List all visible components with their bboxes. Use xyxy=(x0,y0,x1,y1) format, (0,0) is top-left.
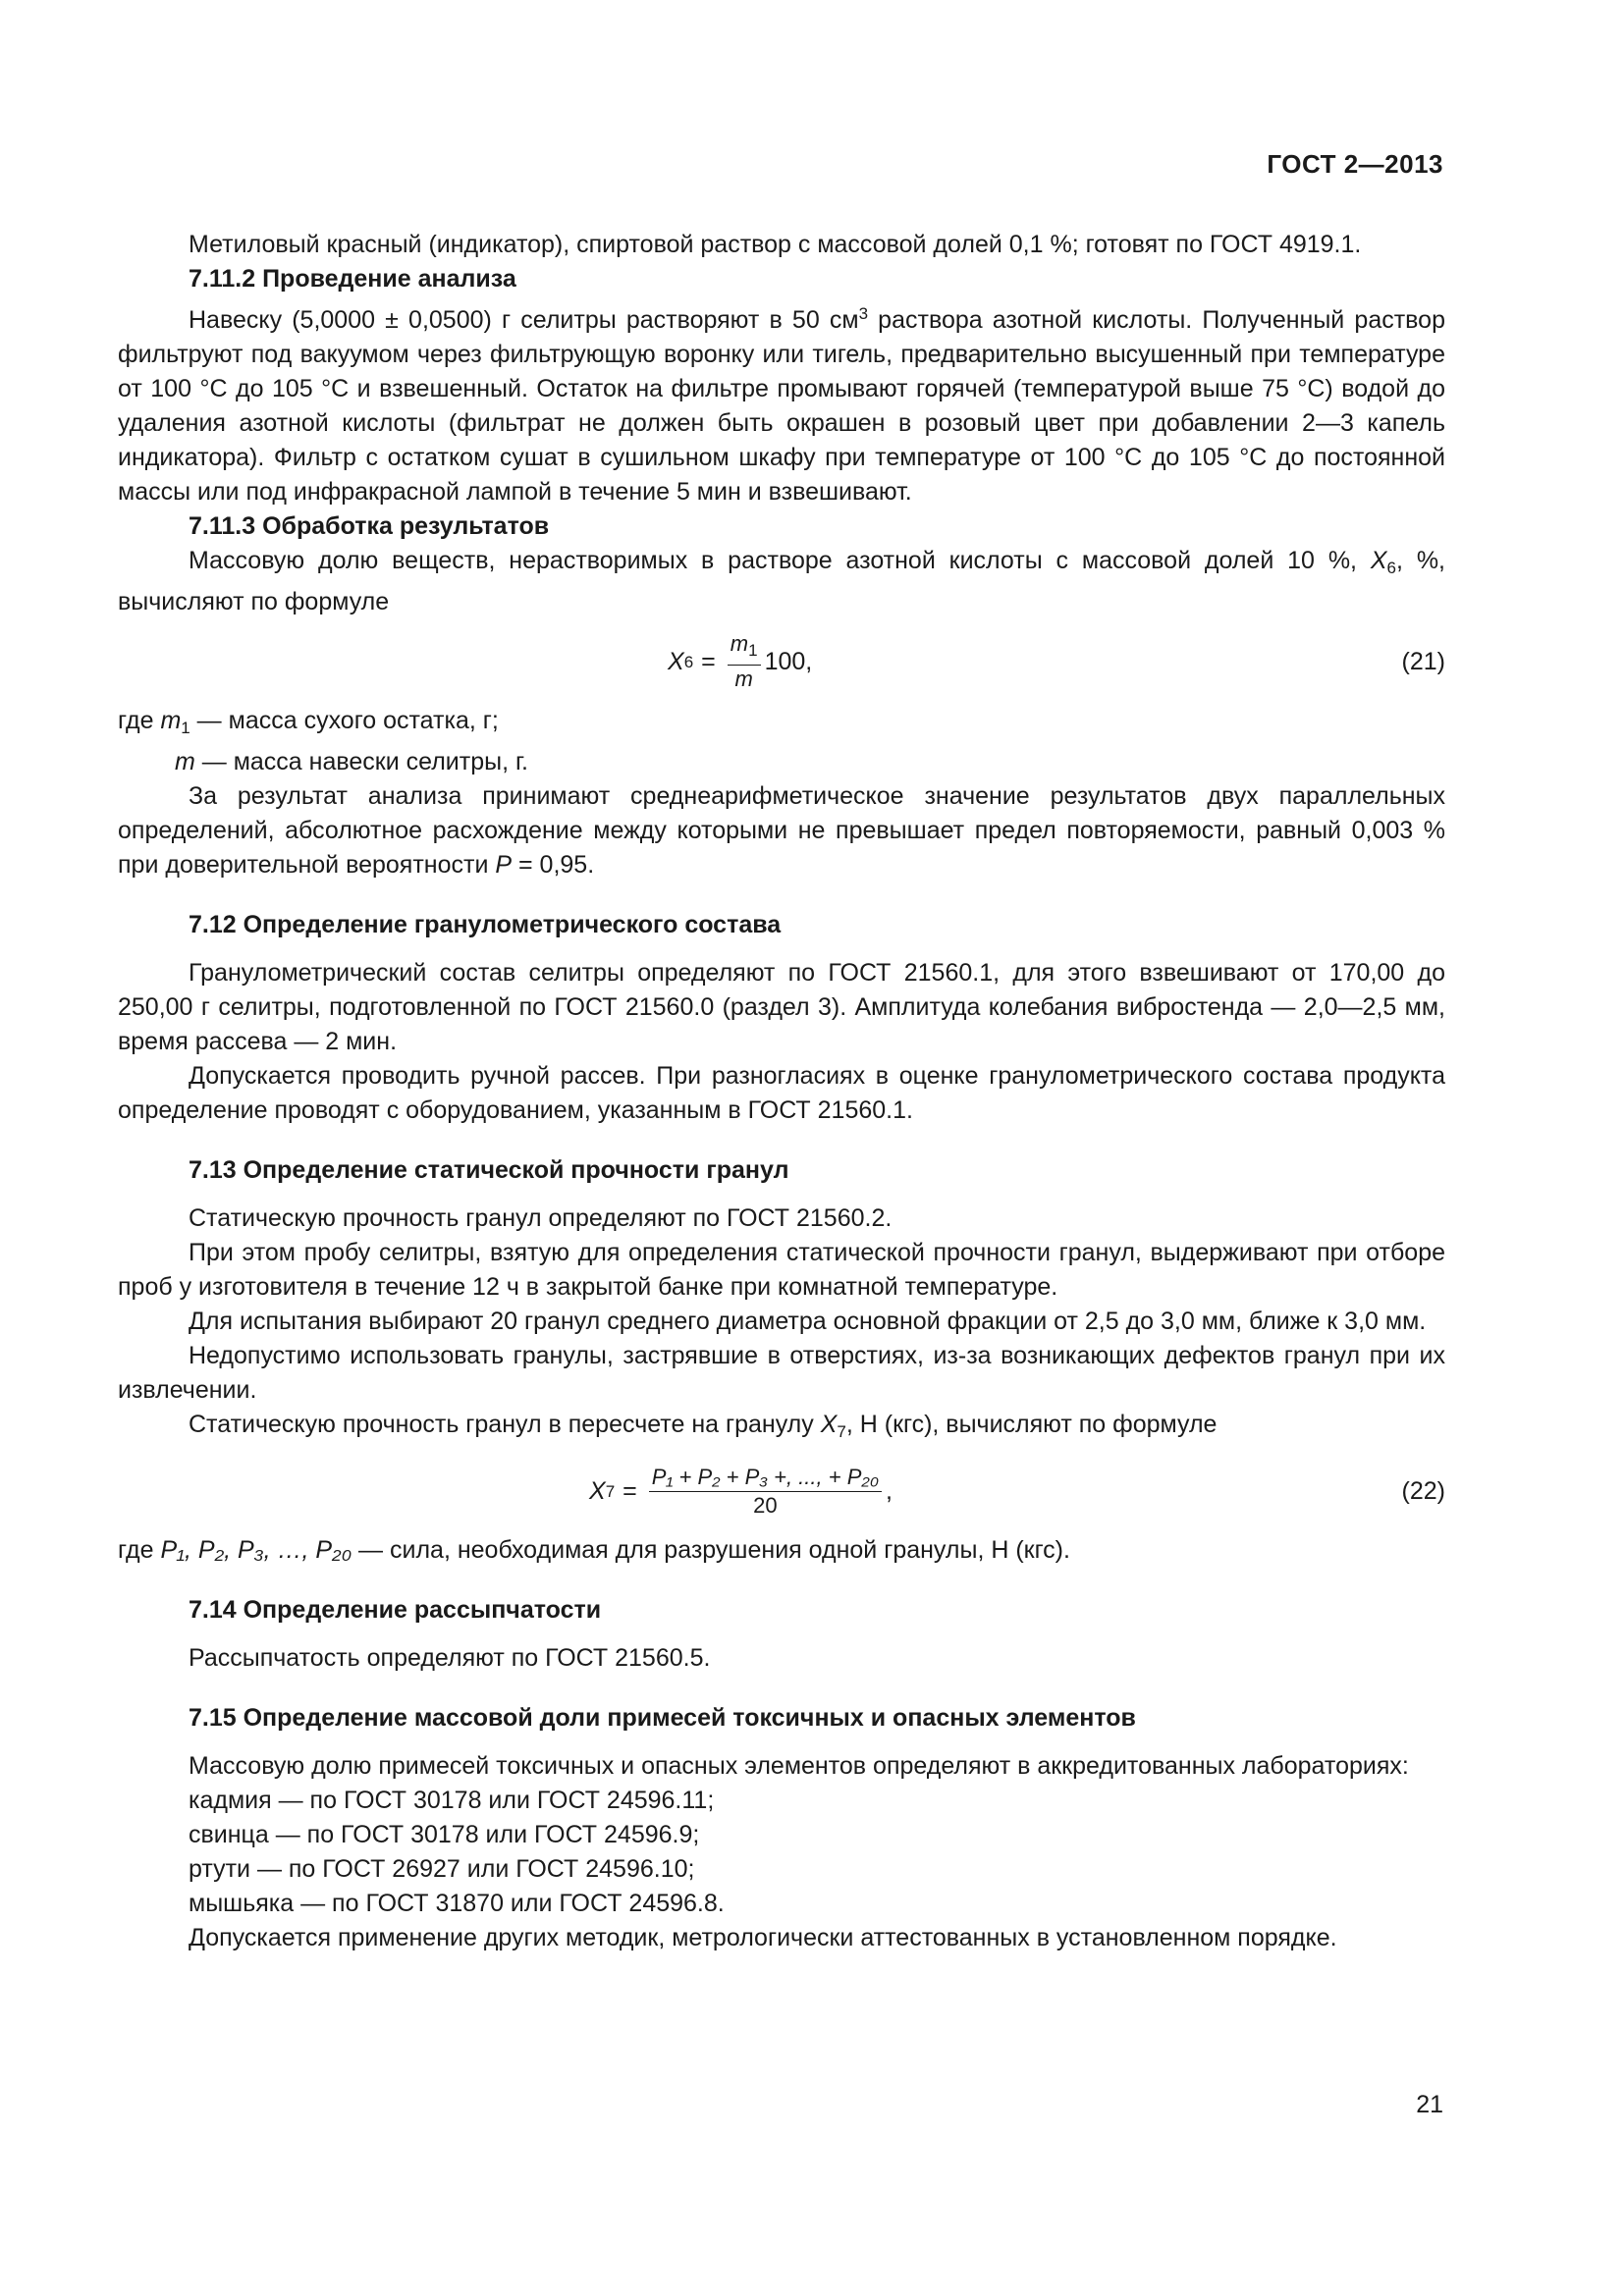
list-item: кадмия — по ГОСТ 30178 или ГОСТ 24596.11; xyxy=(189,1787,715,1814)
paragraph: Допускается применение других методик, метрологически аттестованных в установленном порядке. xyxy=(189,1924,1337,1951)
section-heading-7-13: 7.13 Определение статической прочности гранул xyxy=(189,1156,789,1184)
list-item: мышьяка — по ГОСТ 31870 или ГОСТ 24596.8. xyxy=(189,1890,725,1917)
paragraph: Допускается проводить ручной рассев. При разногласиях в оценке гранулометрического состава продукта определение проводят с оборудованием, указанным в ГОСТ 21560.1. xyxy=(118,1062,1445,1124)
list-item: свинца — по ГОСТ 30178 или ГОСТ 24596.9; xyxy=(189,1821,700,1848)
section-heading-7-14: 7.14 Определение рассыпчатости xyxy=(189,1596,602,1624)
list-item: ртути — по ГОСТ 26927 или ГОСТ 24596.10; xyxy=(189,1855,695,1883)
fraction: $\frac{m_1}{m}$ xyxy=(728,630,761,693)
paragraph: Метиловый красный (индикатор), спиртовой раствор с массовой долей 0,1 %; готовят по ГОСТ 4919.1. xyxy=(189,231,1362,258)
formula-expression: X 7 = $\frac{\text{P₁ + P₂ + P₃ +, ..., + P₂₀}}{20}$ , xyxy=(589,1464,893,1518)
formula-expression: X 6 = $\frac{m_1}{m}$ 100, xyxy=(668,631,813,691)
formula-21 xyxy=(118,625,1445,698)
paragraph: Статическую прочность гранул в пересчете на гранулу $X_7$, Н (кгс), вычисляют по формуле xyxy=(189,1411,1218,1441)
paragraph: При этом пробу селитры, взятую для определения статической прочности гранул, выдерживают при отборе проб у изготовителя в течение 12 ч в закрытой банке при комнатной температуре. xyxy=(118,1239,1445,1301)
fraction: $\frac{\text{P₁ + P₂ + P₃ +, ..., + P₂₀}}{20}$ xyxy=(649,1464,882,1520)
page-number: 21 xyxy=(1416,2091,1443,2118)
paragraph: Рассыпчатость определяют по ГОСТ 21560.5. xyxy=(189,1644,711,1672)
section-heading-7-12: 7.12 Определение гранулометрического состава xyxy=(189,911,782,938)
paragraph: Гранулометрический состав селитры определяют по ГОСТ 21560.1, для этого взвешивают от 170,00 до 250,00 г селитры, подготовленной по ГОСТ 21560.0 (раздел 3). Амплитуда колебания вибростенда — 2,0—2,5 мм, время рассева — 2 мин. xyxy=(118,959,1445,1055)
formula-22 xyxy=(118,1455,1445,1527)
paragraph: За результат анализа принимают среднеарифметическое значение результатов двух параллельных определений, абсолютное расхождение между которыми не превышает предел повторяемости, равный 0,003 % при доверительной вероятности P = 0,95. xyxy=(118,782,1445,879)
section-heading-7-15: 7.15 Определение массовой доли примесей токсичных и опасных элементов xyxy=(189,1704,1136,1732)
paragraph: Массовую долю веществ, нерастворимых в растворе азотной кислоты с массовой долей 10 %, $X_6$, %, вычисляют по формуле xyxy=(118,547,1445,615)
paragraph: Для испытания выбирают 20 гранул среднего диаметра основной фракции от 2,5 до 3,0 мм, ближе к 3,0 мм. xyxy=(189,1308,1427,1335)
section-heading-7-11-2: 7.11.2 Проведение анализа xyxy=(189,265,516,293)
document-header: ГОСТ 2—2013 xyxy=(1267,149,1443,179)
paragraph: Массовую долю примесей токсичных и опасных элементов определяют в аккредитованных лабораториях: xyxy=(189,1752,1409,1780)
where-line: где $m_1$ — масса сухого остатка, г; xyxy=(118,707,499,737)
document-body xyxy=(118,228,1445,1955)
where-line: где P₁, P₂, P₃, …, P₂₀ — сила, необходимая для разрушения одной гранулы, Н (кгс). xyxy=(118,1536,1070,1564)
where-line: m — масса навески селитры, г. xyxy=(175,748,528,775)
section-heading-7-11-3: 7.11.3 Обработка результатов xyxy=(189,512,550,540)
formula-number: (22) xyxy=(1401,1476,1445,1505)
paragraph: Статическую прочность гранул определяют по ГОСТ 21560.2. xyxy=(189,1204,893,1232)
paragraph: Навеску (5,0000 ± 0,0500) г селитры растворяют в 50 $см^3$ раствора азотной кислоты. Полученный раствор фильтруют под вакуумом через фильтрующую воронку или тигель, предварительно высушенный при температуре от 100 °С до 105 °С и взвешенный. Остаток на фильтре промывают горячей (температурой выше 75 °С) водой до удаления азотной кислоты (фильтрат не должен быть окрашен в розовый цвет при добавлении 2—3 капель индикатора). Фильтр с остатком сушат в сушильном шкафу при температуре от 100 °С до 105 °С до постоянной массы или под инфракрасной лампой в течение 5 мин и взвешивают. xyxy=(118,304,1445,506)
paragraph: Недопустимо использовать гранулы, застрявшие в отверстиях, из-за возникающих дефектов гранул при их извлечении. xyxy=(118,1342,1445,1404)
formula-number: (21) xyxy=(1401,647,1445,675)
